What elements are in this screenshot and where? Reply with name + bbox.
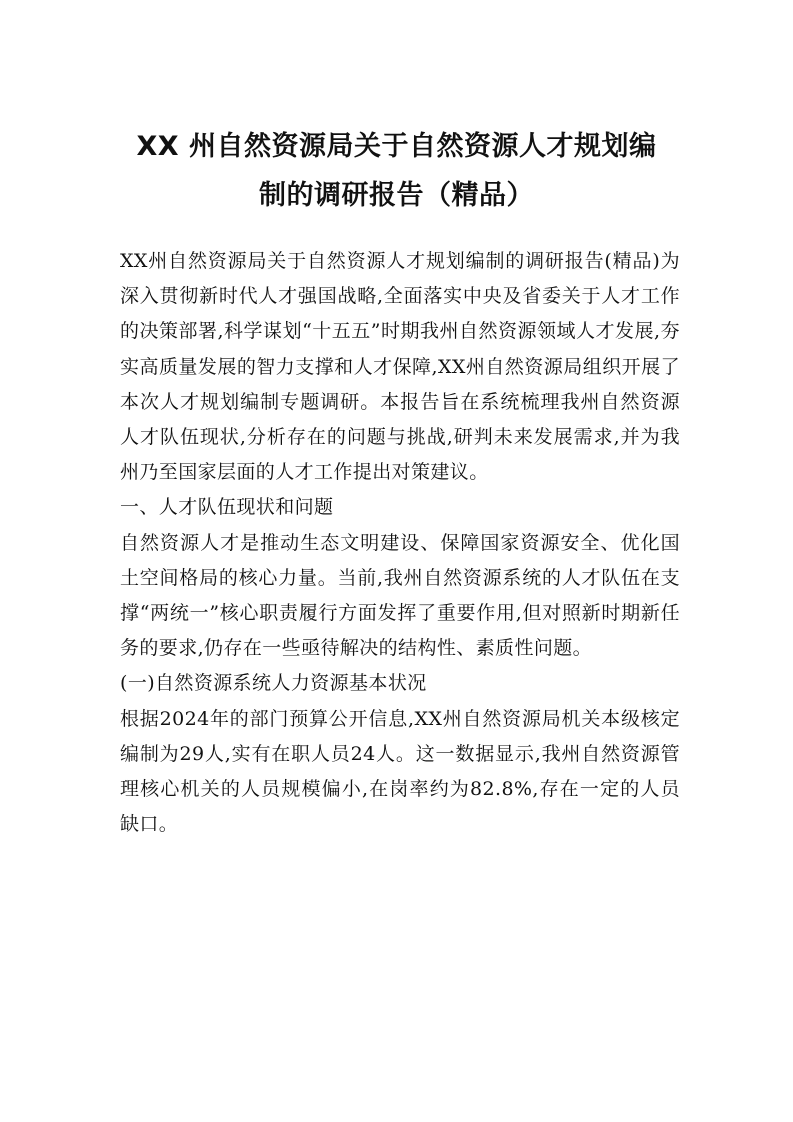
document-title bbox=[110, 122, 683, 220]
subsection-1-paragraph: 根据2024年的部门预算公开信息,XX州自然资源局机关本级核定编制为29人,实有在职人员24人。这一数据显示,我州自然资源管理核心机关的人员规模偏小,在岗率约为82.8%,存在一定的人员缺口。 bbox=[120, 707, 680, 836]
section-1-paragraph: 自然资源人才是推动生态文明建设、保障国家资源安全、优化国土空间格局的核心力量。当前,我州自然资源系统的人才队伍在支撑“两统一”核心职责履行方面发挥了重要作用,但对照新时期新任务的要求,仍存在一些亟待解决的结构性、素质性问题。 bbox=[120, 531, 680, 660]
title-line-1: XX 州自然资源局关于自然资源人才规划编 bbox=[136, 131, 657, 162]
subsection-heading-1: (一)自然资源系统人力资源基本状况 bbox=[120, 672, 427, 695]
intro-paragraph: XX州自然资源局关于自然资源人才规划编制的调研报告(精品)为深入贯彻新时代人才强国战略,全面落实中央及省委关于人才工作的决策部署,科学谋划“十五五”时期我州自然资源领域人才发展,夯实高质量发展的智力支撑和人才保障,XX州自然资源局组织开展了本次人才规划编制专题调研。本报告旨在系统梳理我州自然资源人才队伍现状,分析存在的问题与挑战,研判未来发展需求,并为我州乃至国家层面的人才工作提出对策建议。 bbox=[120, 250, 680, 484]
document-body bbox=[120, 244, 680, 842]
section-heading-1: 一、人才队伍现状和问题 bbox=[120, 496, 334, 519]
title-line-2: 制的调研报告（精品） bbox=[259, 180, 534, 211]
